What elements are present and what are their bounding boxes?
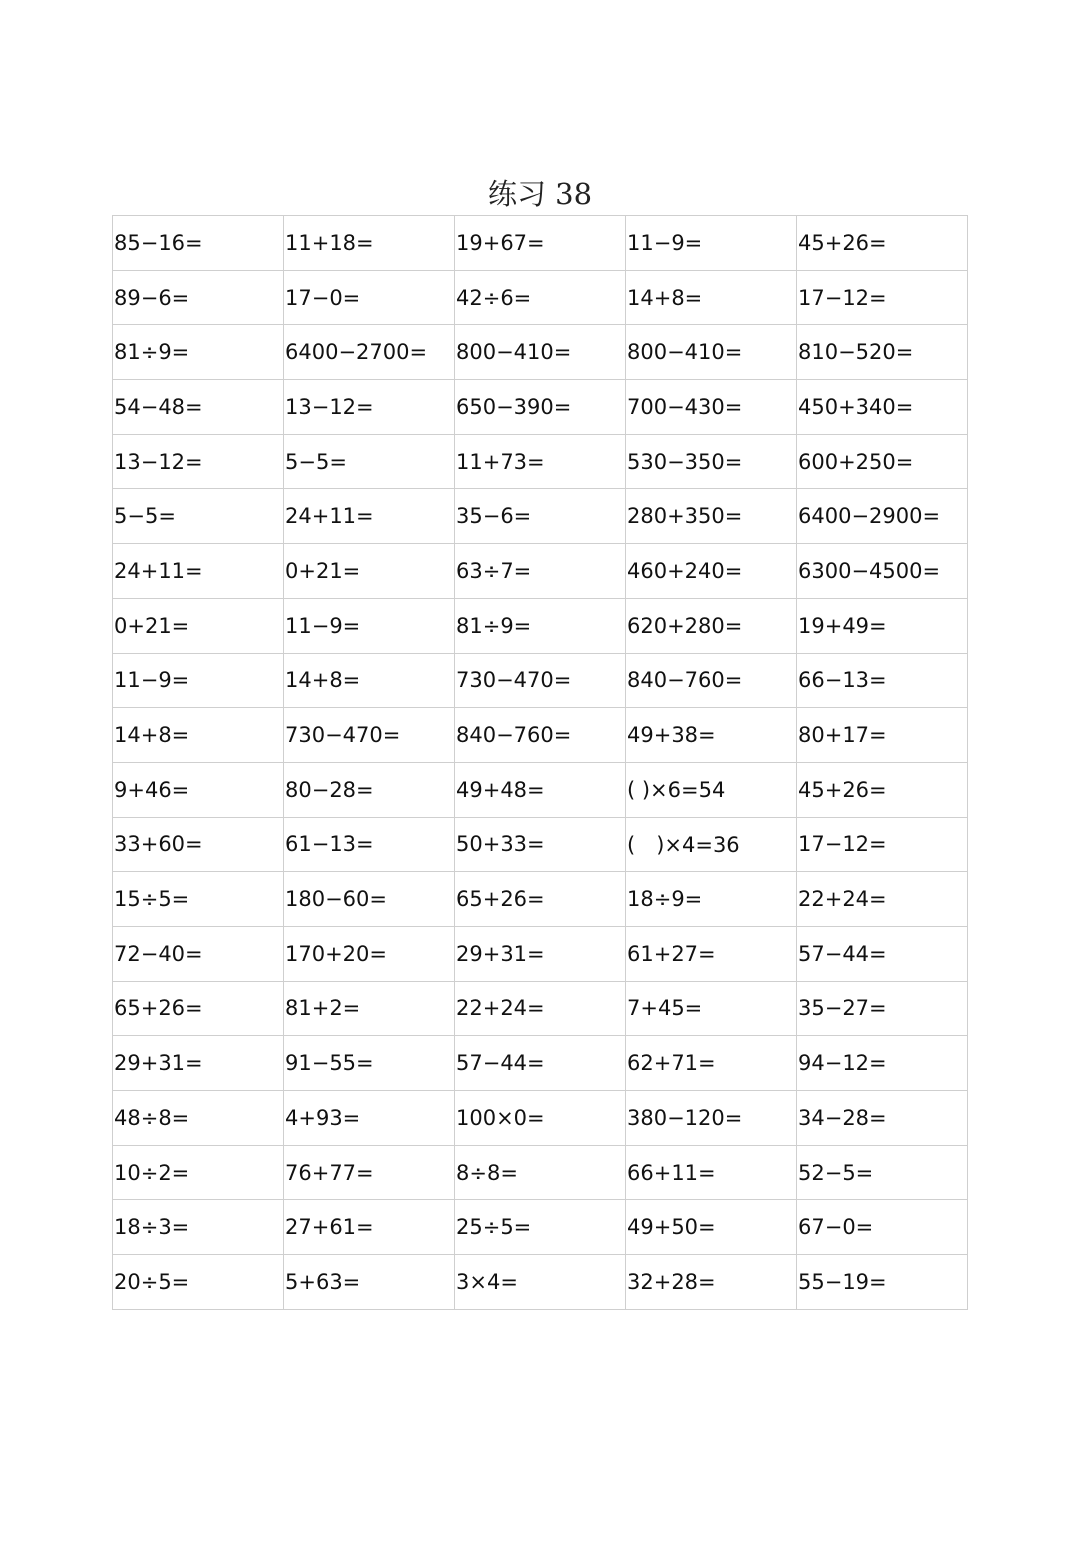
problem-cell: 61+27= xyxy=(626,926,797,981)
problem-cell: 48÷8= xyxy=(113,1091,284,1146)
problem-cell: 66−13= xyxy=(797,653,968,708)
table-row xyxy=(113,1200,968,1255)
problem-cell: 460+240= xyxy=(626,544,797,599)
problem-cell: 49+50= xyxy=(626,1200,797,1255)
exercise-table xyxy=(112,215,968,1310)
problem-cell: 65+26= xyxy=(113,981,284,1036)
problem-cell: 14+8= xyxy=(284,653,455,708)
problem-cell: 4+93= xyxy=(284,1091,455,1146)
problem-cell: 7+45= xyxy=(626,981,797,1036)
problem-cell: 18÷3= xyxy=(113,1200,284,1255)
problem-cell: ( )×6=54 xyxy=(626,762,797,817)
table-row xyxy=(113,1255,968,1310)
problem-cell: 29+31= xyxy=(113,1036,284,1091)
table-row xyxy=(113,926,968,981)
problem-cell: 600+250= xyxy=(797,434,968,489)
problem-cell: 80−28= xyxy=(284,762,455,817)
problem-cell: 19+49= xyxy=(797,598,968,653)
table-row xyxy=(113,762,968,817)
problem-cell: 11+73= xyxy=(455,434,626,489)
problem-cell: 17−0= xyxy=(284,270,455,325)
table-row xyxy=(113,1091,968,1146)
problem-cell: 15÷5= xyxy=(113,872,284,927)
problem-cell: 57−44= xyxy=(455,1036,626,1091)
problem-cell: 730−470= xyxy=(455,653,626,708)
table-row xyxy=(113,380,968,435)
table-row xyxy=(113,544,968,599)
problem-cell: 29+31= xyxy=(455,926,626,981)
problem-cell: 22+24= xyxy=(455,981,626,1036)
problem-cell: 91−55= xyxy=(284,1036,455,1091)
problem-cell: 50+33= xyxy=(455,817,626,872)
problem-cell: 61−13= xyxy=(284,817,455,872)
problem-cell: 380−120= xyxy=(626,1091,797,1146)
problem-cell: 17−12= xyxy=(797,817,968,872)
problem-cell: 35−6= xyxy=(455,489,626,544)
table-row xyxy=(113,872,968,927)
table-row xyxy=(113,817,968,872)
problem-cell: 45+26= xyxy=(797,762,968,817)
problem-cell: 45+26= xyxy=(797,216,968,271)
table-row xyxy=(113,1036,968,1091)
problem-cell: 170+20= xyxy=(284,926,455,981)
problem-cell: 10÷2= xyxy=(113,1145,284,1200)
problem-cell: 35−27= xyxy=(797,981,968,1036)
problem-cell: 62+71= xyxy=(626,1036,797,1091)
table-row xyxy=(113,325,968,380)
problem-cell: 18÷9= xyxy=(626,872,797,927)
problem-cell: 49+38= xyxy=(626,708,797,763)
problem-cell: 0+21= xyxy=(113,598,284,653)
problem-cell: 9+46= xyxy=(113,762,284,817)
problem-cell: 810−520= xyxy=(797,325,968,380)
table-row xyxy=(113,981,968,1036)
problem-cell: 8÷8= xyxy=(455,1145,626,1200)
table-row xyxy=(113,434,968,489)
problem-cell: 13−12= xyxy=(284,380,455,435)
problem-cell: 840−760= xyxy=(626,653,797,708)
problem-cell: 20÷5= xyxy=(113,1255,284,1310)
problem-cell: 280+350= xyxy=(626,489,797,544)
problem-cell: 6400−2900= xyxy=(797,489,968,544)
problem-cell: 620+280= xyxy=(626,598,797,653)
problem-cell: 3×4= xyxy=(455,1255,626,1310)
problem-cell: 72−40= xyxy=(113,926,284,981)
problem-cell: 180−60= xyxy=(284,872,455,927)
table-row xyxy=(113,489,968,544)
problem-cell: 32+28= xyxy=(626,1255,797,1310)
problem-cell: 24+11= xyxy=(113,544,284,599)
problem-cell: 5+63= xyxy=(284,1255,455,1310)
problem-cell: 25÷5= xyxy=(455,1200,626,1255)
problem-cell: 100×0= xyxy=(455,1091,626,1146)
problem-cell: 800−410= xyxy=(626,325,797,380)
problem-cell: 11−9= xyxy=(626,216,797,271)
problem-cell: 54−48= xyxy=(113,380,284,435)
problem-cell: 840−760= xyxy=(455,708,626,763)
problem-cell: 76+77= xyxy=(284,1145,455,1200)
problem-cell: 5−5= xyxy=(113,489,284,544)
problem-cell: 11−9= xyxy=(284,598,455,653)
problem-cell: 5−5= xyxy=(284,434,455,489)
problem-cell: ( )×4=36 xyxy=(626,817,797,872)
problem-cell: 52−5= xyxy=(797,1145,968,1200)
problem-cell: 94−12= xyxy=(797,1036,968,1091)
problem-cell: 66+11= xyxy=(626,1145,797,1200)
problem-cell: 85−16= xyxy=(113,216,284,271)
problem-cell: 11+18= xyxy=(284,216,455,271)
problem-cell: 700−430= xyxy=(626,380,797,435)
table-row xyxy=(113,598,968,653)
problem-cell: 67−0= xyxy=(797,1200,968,1255)
problem-cell: 42÷6= xyxy=(455,270,626,325)
problem-cell: 55−19= xyxy=(797,1255,968,1310)
problem-cell: 81+2= xyxy=(284,981,455,1036)
problem-cell: 22+24= xyxy=(797,872,968,927)
problem-cell: 24+11= xyxy=(284,489,455,544)
problem-cell: 89−6= xyxy=(113,270,284,325)
problem-cell: 13−12= xyxy=(113,434,284,489)
table-row xyxy=(113,653,968,708)
problem-cell: 450+340= xyxy=(797,380,968,435)
problem-cell: 6300−4500= xyxy=(797,544,968,599)
problem-cell: 80+17= xyxy=(797,708,968,763)
problem-cell: 730−470= xyxy=(284,708,455,763)
problem-cell: 0+21= xyxy=(284,544,455,599)
problem-cell: 34−28= xyxy=(797,1091,968,1146)
problem-cell: 6400−2700= xyxy=(284,325,455,380)
table-row xyxy=(113,216,968,271)
problem-cell: 65+26= xyxy=(455,872,626,927)
problem-cell: 800−410= xyxy=(455,325,626,380)
problem-cell: 57−44= xyxy=(797,926,968,981)
problem-cell: 530−350= xyxy=(626,434,797,489)
problem-cell: 49+48= xyxy=(455,762,626,817)
table-row xyxy=(113,270,968,325)
problem-cell: 14+8= xyxy=(113,708,284,763)
problem-cell: 14+8= xyxy=(626,270,797,325)
problem-cell: 19+67= xyxy=(455,216,626,271)
problem-cell: 11−9= xyxy=(113,653,284,708)
table-row xyxy=(113,1145,968,1200)
problem-cell: 27+61= xyxy=(284,1200,455,1255)
problem-cell: 81÷9= xyxy=(113,325,284,380)
problem-cell: 17−12= xyxy=(797,270,968,325)
problem-cell: 650−390= xyxy=(455,380,626,435)
problem-cell: 63÷7= xyxy=(455,544,626,599)
problem-cell: 81÷9= xyxy=(455,598,626,653)
page-title: 练习 38 xyxy=(487,177,593,211)
table-row xyxy=(113,708,968,763)
problem-cell: 33+60= xyxy=(113,817,284,872)
